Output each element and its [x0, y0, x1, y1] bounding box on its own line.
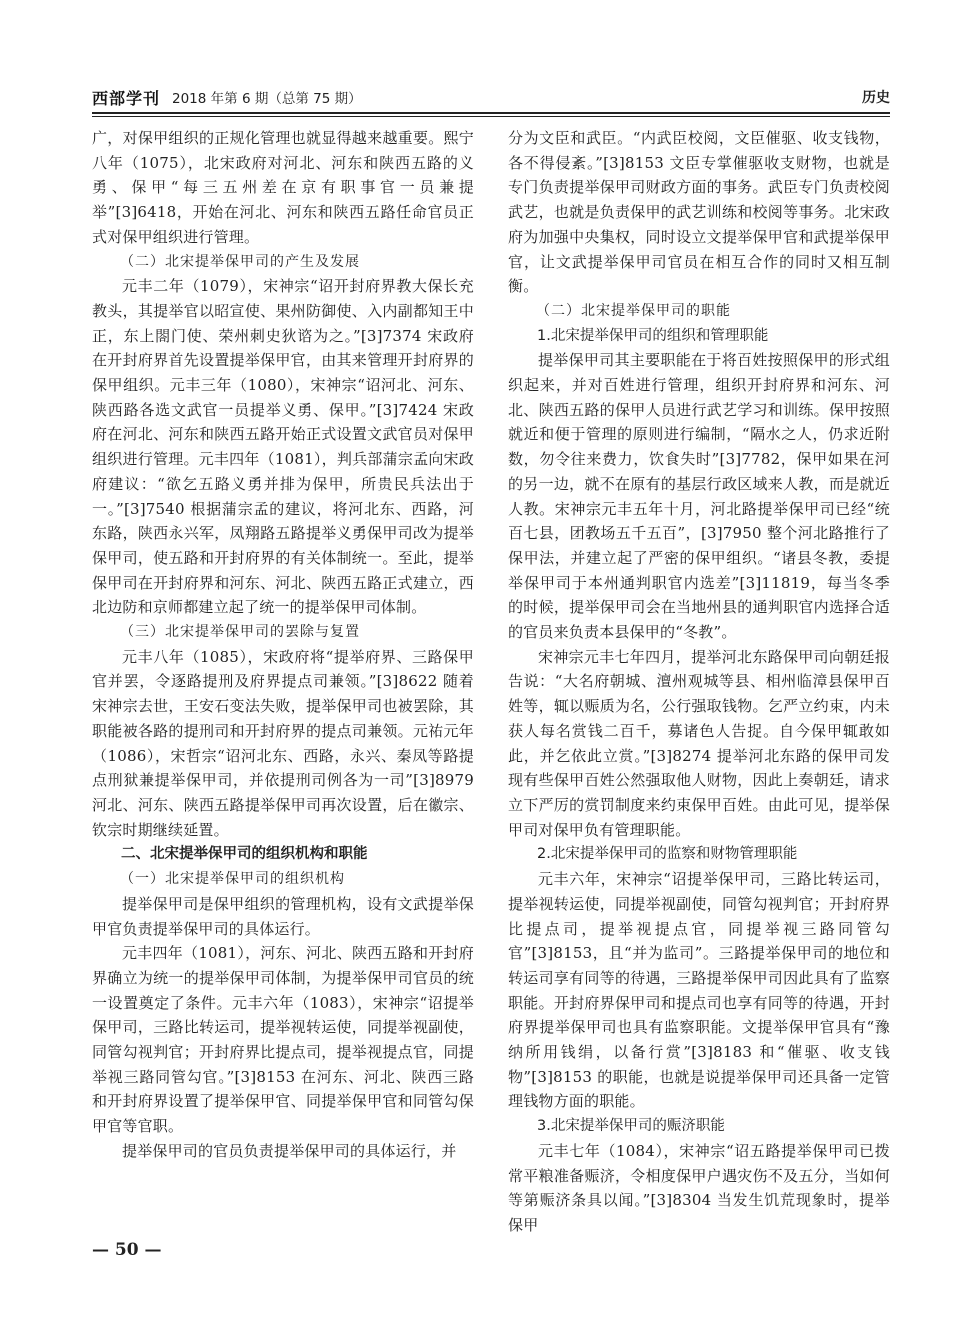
paragraph: 元丰八年（1085），宋政府将“提举府界、三路保甲官并罢，令逐路提刑及府界提点司兼领。”[3]8622 随着宋神宗去世，王安石变法失败，提举保甲司也被罢除，其职能被各路的提刑司和开封府界的提点司兼领。元祐元年（1086），宋哲宗“诏河北东、西路，永兴、秦凤等路提点刑狱兼提举保甲司，并依提刑司例各为一司”[3]8979 河北、河东、陕西五路提举保甲司再次设置，后在徽宗、钦宗时期继续延置。	[92, 647, 474, 839]
paragraph: 元丰四年（1081），河东、河北、陕西五路和开封府界确立为统一的提举保甲司体制，为提举保甲司官员的统一设置奠定了条件。元丰六年（1083），宋神宗“诏提举保甲司，三路比转运司，提举视转运使，同提举视副使，同管勾视判官；开封府界比提点司，提举视提点官，同提举视三路同管勾官。”[3]8153 在河东、河北、陕西三路和开封府界设置了提举保甲官、同提举保甲官和同管勾保甲官等官职。	[92, 944, 474, 1136]
header-rule-thin	[92, 116, 890, 117]
page-number: — 50 —	[92, 1240, 162, 1260]
subsection-heading: （二）北宋提举保甲司的产生及发展	[120, 253, 360, 270]
paragraph: 广，对保甲组织的正规化管理也就显得越来越重要。熙宁八年（1075），北宋政府对河北、河东和陕西五路的义勇、保甲“每三五州差在京有职事官一员兼提举”[3]6418，开始在河北、河东和陕西五路任命官员正式对保甲组织进行管理。	[92, 129, 474, 246]
paragraph: 元丰六年，宋神宗“诏提举保甲司，三路比转运司，提举视转运使，同提举视副使，同管勾视判官；开封府界比提点司，提举视提点官，同提举视三路同管勾官”[3]8153，且“并为监司”。三路提举保甲司的地位和转运司享有同等的待遇，三路提举保甲司因此具有了监察职能。开封府界保甲司和提点司也享有同等的待遇，开封府界提举保甲司也具有监察职能。文提举保甲官具有“豫纳所用钱绢，以备行赏”[3]8183 和“催驱、收支钱物”[3]8153 的职能，也就是说提举保甲司还具备一定管理钱物方面的职能。	[508, 870, 890, 1111]
section-label: 历史	[862, 90, 890, 106]
numbered-heading: 1.北宋提举保甲司的组织和管理职能	[537, 327, 769, 344]
journal-logo: 西部学刊	[92, 89, 161, 108]
paragraph: 元丰七年（1084），宋神宗“诏五路提举保甲司已拨常平粮准备赈济，令相度保甲户遇灾伤不及五分，当如何等第赈济条具以闻。”[3]8304 当发生饥荒现象时，提举保甲	[508, 1141, 890, 1234]
subsection-heading: （三）北宋提举保甲司的罢除与复置	[120, 624, 360, 641]
numbered-heading: 3.北宋提举保甲司的赈济职能	[537, 1118, 725, 1135]
subsection-heading: （二）北宋提举保甲司的职能	[536, 302, 731, 319]
paragraph: 提举保甲司其主要职能在于将百姓按照保甲的形式组织起来，并对百姓进行管理，组织开封府界和河东、河北、陕西五路的保甲人员进行武艺学习和训练。保甲按照就近和便于管理的原则进行编制，“隔水之人，仍求近附数，勿令往来费力，饮食失时”[3]7782，保甲如果在河的另一边，就不在原有的基层行政区域来人教，而是就近人教。宋神宗元丰五年十月，河北路提举保甲司已经“统百七县，团教场五千五百”，[3]7950 整个河北路推行了保甲法，并建立起了严密的保甲组织。“诸县冬教，委提举保甲司于本州通判职官内选差”[3]11819，每当冬季的时候，提举保甲司会在当地州县的通判职官内选择合适的官员来负责本县保甲的“冬教”。	[508, 351, 890, 642]
paragraph: 元丰二年（1079），宋神宗“诏开封府界教大保长充教头，其提举官以昭宣使、果州防御使、入内副都知王中正，东上閤门使、荣州刺史狄谘为之。”[3]7374 宋政府在开封府界首先设置提举保甲官，由其来管理开封府界的保甲组织。元丰三年（1080），宋神宗“诏河北、河东、陕西路各选文武官一员提举义勇、保甲。”[3]7424 宋政府在河北、河东和陕西五路开始正式设置文武官员对保甲组织进行管理。元丰四年（1081），判兵部蒲宗孟向宋政府建议：“欲乞五路义勇并排为保甲，所贵民兵法出于一。”[3]7540 根据蒲宗孟的建议，将河北东、西路，河东路，陕西永兴军，凤翔路五路提举义勇保甲司改为提举保甲司，使五路和开封府界的有关体制统一。至此，提举保甲司在开封府界和河东、河北、陕西五路正式建立，西北边防和京师都建立起了统一的提举保甲司体制。	[92, 277, 474, 617]
issue-info: 2018 年第 6 期（总第 75 期）	[172, 91, 362, 107]
right-column	[508, 126, 890, 1236]
subsection-heading: （一）北宋提举保甲司的组织机构	[120, 871, 345, 888]
paragraph: 提举保甲司的官员负责提举保甲司的具体运行，并	[122, 1141, 457, 1160]
section-heading: 二、北宋提举保甲司的组织机构和职能	[121, 846, 368, 863]
paragraph: 宋神宗元丰七年四月，提举河北东路保甲司向朝廷报告说：“大名府朝城、澶州观城等县、相州临漳县保甲百姓等，辄以赈质为名，公行强取钱物。乞严立约束，内未获人每名赏钱二百千，募诸色人告捉。自今保甲辄敢如此，并乞依此立赏。”[3]8274 提举河北东路的保甲司发现有些保甲百姓公然强取他人财物，因此上奏朝廷，请求立下严厉的赏罚制度来约束保甲百姓。由此可见，提举保甲司对保甲负有管理职能。	[508, 647, 890, 839]
left-column	[92, 126, 474, 1236]
running-header	[92, 86, 890, 108]
paragraph: 分为文臣和武臣。“内武臣校阅，文臣催驱、收支钱物，各不得侵紊。”[3]8153 文臣专掌催驱收支财物，也就是专门负责提举保甲司财政方面的事务。武臣专门负责校阅武艺，也就是负责保甲的武艺训练和校阅等事务。北宋政府为加强中央集权，同时设立文提举保甲官和武提举保甲官，让文武提举保甲司官员在相互合作的同时又相互制衡。	[508, 129, 890, 296]
header-rule-thick	[92, 112, 890, 114]
paragraph: 提举保甲司是保甲组织的管理机构，设有文武提举保甲官负责提举保甲司的具体运行。	[92, 894, 474, 938]
numbered-heading: 2.北宋提举保甲司的监察和财物管理职能	[537, 846, 798, 863]
